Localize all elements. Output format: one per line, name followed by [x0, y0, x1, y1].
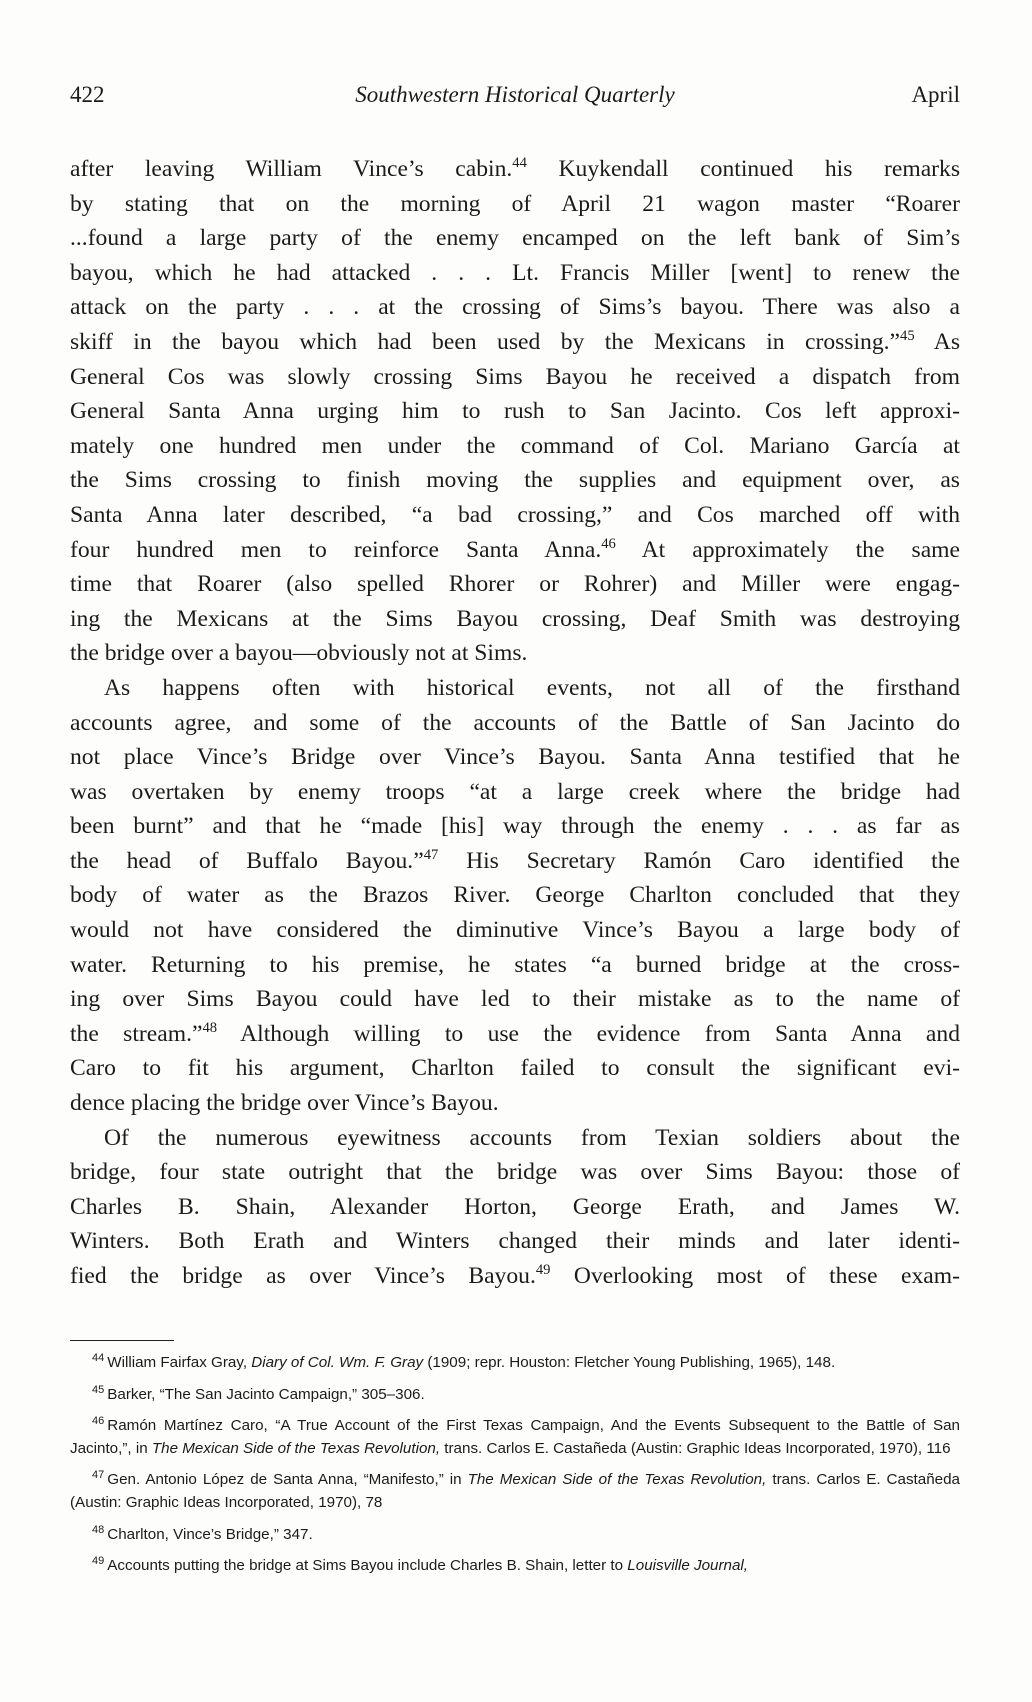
footnote-number: 46 — [92, 1415, 105, 1428]
footnote-49: $^{49}$ Accounts putting the bridge at Sims Bayou include Charles B. Shain, letter to Louisville Journal, — [92, 1555, 749, 1575]
footnote-title: The Mexican Side of the Texas Revolution, — [151, 1439, 441, 1457]
text-line: the head of Buffalo Bayou.”$^{47}$ His Secretary Ramón Caro identified the — [70, 847, 960, 874]
text-line: ing over Sims Bayou could have led to their mistake as to the name of — [70, 986, 960, 1013]
text-line: General Cos was slowly crossing Sims Bayou he received a dispatch from — [70, 363, 960, 390]
text-line: time that Roarer (also spelled Rhorer or Rohrer) and Miller were engag- — [70, 571, 960, 598]
paragraph-3 — [70, 1121, 960, 1294]
text-line: bridge, four state outright that the bridge was over Sims Bayou: those of — [70, 1159, 960, 1186]
text-line: ing the Mexicans at the Sims Bayou crossing, Deaf Smith was destroying — [70, 605, 960, 632]
paragraph-1 — [70, 152, 960, 671]
footnote-ref[interactable]: 47 — [423, 847, 439, 864]
text-line: Charles B. Shain, Alexander Horton, George Erath, and James W. — [70, 1193, 960, 1220]
footnote-46: $^{46}$ Ramón Martínez Caro, “A True Account of the First Texas Campaign, And the Events Subsequent to the Battle of San Jacinto,”, in The Mexican Side of the Texas Revolution, trans. Carlos E. Castañeda (Austin: Graphic Ideas Incorporated, 1970), 116 — [70, 1415, 960, 1457]
text-line: Winters. Both Erath and Winters changed their minds and later identi- — [70, 1228, 960, 1255]
text-line: bayou, which he had attacked . . . Lt. Francis Miller [went] to renew the — [70, 259, 960, 286]
journal-title: Southwestern Historical Quarterly — [355, 82, 675, 107]
text-line: As happens often with historical events, not all of the firsthand — [104, 674, 960, 701]
footnote-48: $^{48}$ Charlton, Vince’s Bridge,” 347. — [92, 1523, 313, 1543]
running-head — [70, 78, 960, 112]
text-line: General Santa Anna urging him to rush to San Jacinto. Cos left approxi- — [70, 398, 960, 425]
text-line: accounts agree, and some of the accounts of the Battle of San Jacinto do — [70, 709, 960, 736]
text-line: dence placing the bridge over Vince’s Bayou. — [70, 1090, 499, 1117]
text-line: the stream.”$^{48}$ Although willing to use the evidence from Santa Anna and — [70, 1019, 961, 1047]
footnote-number: 45 — [92, 1383, 105, 1396]
text-line: the Sims crossing to finish moving the supplies and equipment over, as — [70, 467, 960, 494]
footnote-45: $^{45}$ Barker, “The San Jacinto Campaign,” 305–306. — [92, 1383, 425, 1403]
paragraph-2 — [70, 671, 960, 1121]
footnote-44: $^{44}$ William Fairfax Gray, Diary of Col. Wm. F. Gray (1909; repr. Houston: Fletcher Young Publishing, 1965), 148. — [92, 1351, 836, 1371]
footnote-title: Louisville Journal, — [627, 1557, 749, 1575]
footnote-47: $^{47}$ Gen. Antonio López de Santa Anna, “Manifesto,” in The Mexican Side of the Texas Revolution, trans. Carlos E. Castañeda (Austin: Graphic Ideas Incorporated, 1970), 78 — [70, 1469, 960, 1511]
text-line: by stating that on the morning of April 21 wagon master “Roarer — [70, 190, 960, 217]
text-line: been burnt” and that he “made [his] way through the enemy . . . as far as — [70, 813, 960, 840]
text-line: after leaving William Vince’s cabin.$^{44}$ Kuykendall continued his remarks — [70, 155, 960, 182]
footnote-ref[interactable]: 49 — [535, 1262, 551, 1279]
text-line: skiff in the bayou which had been used by the Mexicans in crossing.”$^{45}$ As — [70, 328, 961, 355]
text-line: Santa Anna later described, “a bad crossing,” and Cos marched off with — [70, 501, 960, 528]
footnote-ref[interactable]: 45 — [900, 328, 915, 345]
footnote-title: The Mexican Side of the Texas Revolution, — [467, 1471, 767, 1489]
footnote-number: 49 — [92, 1555, 105, 1568]
page-number: 422 — [70, 82, 105, 107]
footnote-title: Diary of Col. Wm. F. Gray — [251, 1354, 424, 1371]
text-line: ...found a large party of the enemy encamped on the left bank of Sim’s — [70, 225, 960, 252]
text-line: water. Returning to his premise, he states “a burned bridge at the cross- — [70, 951, 960, 978]
text-line: Of the numerous eyewitness accounts from Texian soldiers about the — [104, 1124, 960, 1151]
text-line: body of water as the Brazos River. George Charlton concluded that they — [70, 882, 960, 909]
footnote-number: 47 — [92, 1469, 105, 1482]
text-line: Caro to fit his argument, Charlton failed to consult the significant evi- — [70, 1055, 960, 1082]
text-line: attack on the party . . . at the crossing of Sims’s bayou. There was also a — [70, 294, 960, 321]
footnote-ref[interactable]: 46 — [601, 535, 616, 552]
footnote-ref[interactable]: 48 — [202, 1019, 218, 1036]
footnote-rule — [70, 1340, 174, 1341]
article-body — [70, 152, 960, 1294]
footnotes — [70, 1352, 960, 1587]
issue-month: April — [911, 82, 960, 107]
text-line: four hundred men to reinforce Santa Anna.$^{46}$ At approximately the same — [70, 535, 960, 563]
text-line: mately one hundred men under the command of Col. Mariano García at — [70, 432, 960, 459]
text-line: would not have considered the diminutive Vince’s Bayou a large body of — [70, 917, 960, 944]
footnote-number: 44 — [92, 1351, 105, 1364]
text-line: the bridge over a bayou—obviously not at Sims. — [70, 640, 528, 667]
text-line: was overtaken by enemy troops “at a large creek where the bridge had — [70, 778, 960, 805]
footnote-ref[interactable]: 44 — [512, 155, 527, 172]
text-line: fied the bridge as over Vince’s Bayou.$^{49}$ Overlooking most of these exam- — [70, 1262, 960, 1289]
footnote-number: 48 — [92, 1523, 105, 1536]
text-line: not place Vince’s Bridge over Vince’s Bayou. Santa Anna testified that he — [70, 744, 960, 771]
